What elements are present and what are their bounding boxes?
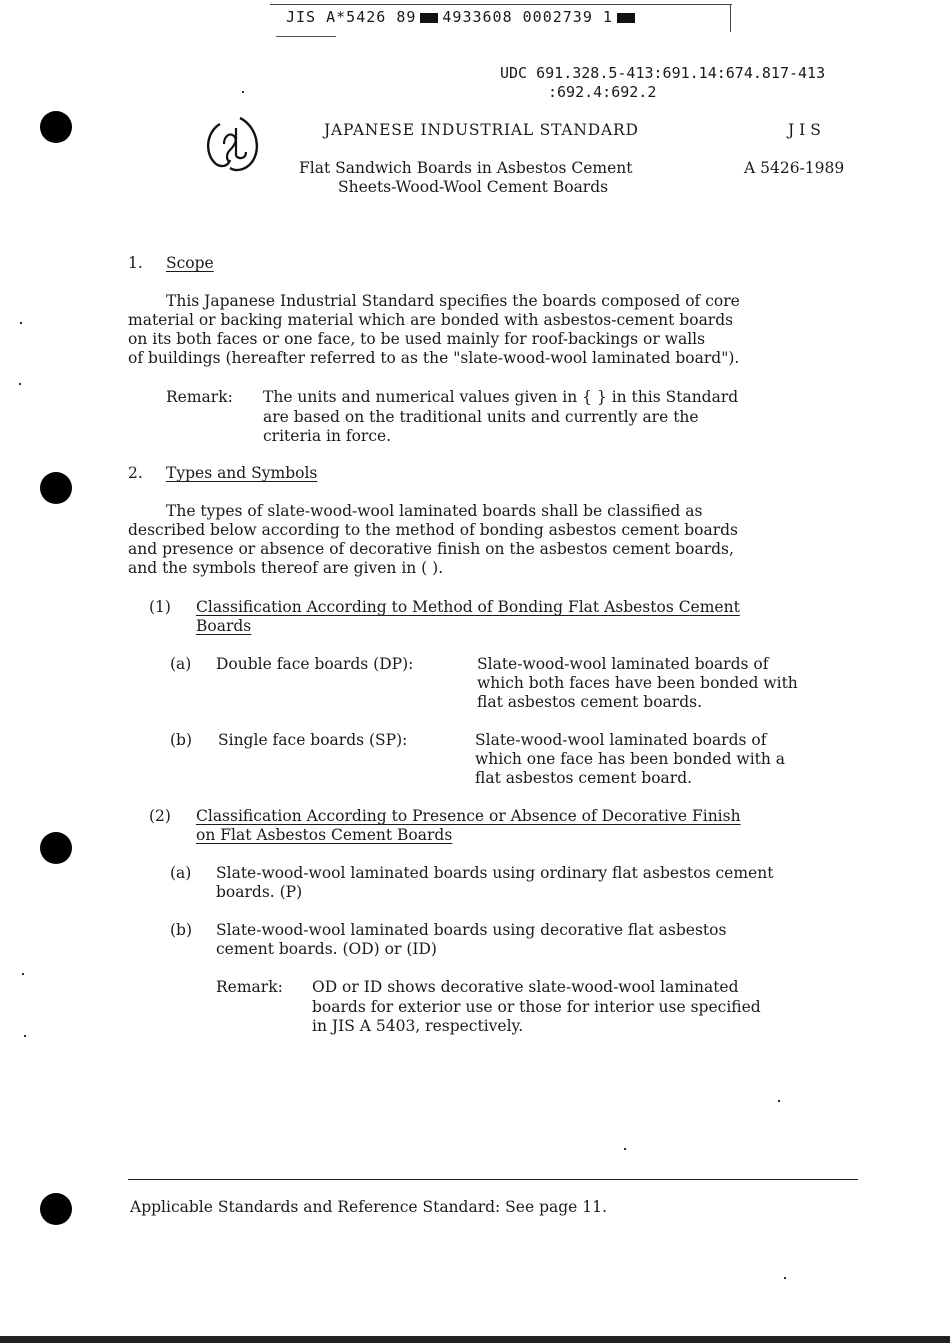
classification-2-remark-line: in JIS A 5403, respectively. (312, 1017, 524, 1035)
item-a-label: (a) (170, 655, 192, 673)
section-2-paragraph-line: described below according to the method of bonding asbestos cement boards (128, 521, 739, 539)
footer-rule (128, 1179, 858, 1180)
section-2-paragraph-line: and the symbols thereof are given in ( ). (128, 559, 444, 577)
scan-speck (242, 91, 244, 93)
classification-2-title: Classification According to Presence or Absence of Decorative Finish (196, 807, 741, 825)
section-2-number: 2. (128, 464, 143, 482)
ordinary-board-line: boards. (P) (216, 883, 303, 901)
decorative-board-line: Slate-wood-wool laminated boards using decorative flat asbestos (216, 921, 727, 939)
scan-speck (24, 1035, 26, 1037)
binder-hole (40, 472, 72, 504)
barcode-block (420, 13, 438, 23)
standard-org: JAPANESE INDUSTRIAL STANDARD (324, 121, 639, 139)
scan-speck (778, 1100, 780, 1102)
decorative-board-line: cement boards. (OD) or (ID) (216, 940, 437, 958)
classification-2-remark-label: Remark: (216, 978, 283, 996)
standard-title-line-1: Flat Sandwich Boards in Asbestos Cement (299, 159, 633, 177)
classification-2-remark-line: OD or ID shows decorative slate-wood-wool laminated (312, 978, 739, 996)
classification-2-number: (2) (149, 807, 171, 825)
scan-speck (22, 973, 24, 975)
section-1-title: Scope (166, 254, 214, 272)
udc-line-2: :692.4:692.2 (548, 83, 657, 101)
classification-2-title-cont: on Flat Asbestos Cement Boards (196, 826, 453, 844)
section-1-number: 1. (128, 254, 143, 272)
section-1-paragraph-line: of buildings (hereafter referred to as the "slate-wood-wool laminated board"). (128, 349, 740, 367)
ordinary-board-line: Slate-wood-wool laminated boards using ordinary flat asbestos cement (216, 864, 774, 882)
binder-hole (40, 1193, 72, 1225)
document-code-mid: 4933608 0002739 1 (442, 8, 613, 26)
double-face-definition-line: which both faces have been bonded with (477, 674, 798, 692)
section-1-remark-line: criteria in force. (263, 427, 392, 445)
section-1-remark-label: Remark: (166, 388, 233, 406)
jis-mark-label: J I S (788, 121, 821, 139)
single-face-term: Single face boards (SP): (218, 731, 408, 749)
udc-line-1: UDC 691.328.5-413:691.14:674.817-413 (500, 64, 826, 82)
section-2-paragraph-line: The types of slate-wood-wool laminated boards shall be classified as (166, 502, 703, 520)
classification-2-remark-line: boards for exterior use or those for interior use specified (312, 998, 761, 1016)
section-1-paragraph-line: material or backing material which are bonded with asbestos-cement boards (128, 311, 734, 329)
item-a-label: (a) (170, 864, 192, 882)
item-b-label: (b) (170, 731, 193, 749)
document-code-strip (286, 8, 639, 28)
top-rule-dash (276, 36, 336, 37)
page-bottom-edge (0, 1336, 950, 1343)
classification-1-title: Classification According to Method of Bonding Flat Asbestos Cement (196, 598, 740, 616)
section-1-paragraph-line: This Japanese Industrial Standard specifies the boards composed of core (166, 292, 740, 310)
scan-speck (784, 1277, 786, 1279)
binder-hole (40, 832, 72, 864)
section-1-remark-line: The units and numerical values given in { } in this Standard (263, 388, 739, 406)
section-2-paragraph-line: and presence or absence of decorative finish on the asbestos cement boards, (128, 540, 734, 558)
top-rule-tick (730, 4, 731, 32)
scan-speck (19, 383, 21, 385)
section-1-remark-line: are based on the traditional units and currently are the (263, 408, 699, 426)
double-face-term: Double face boards (DP): (216, 655, 414, 673)
double-face-definition-line: flat asbestos cement boards. (477, 693, 702, 711)
document-code-left: JIS A*5426 89 (286, 8, 417, 26)
barcode-block (617, 13, 635, 23)
double-face-definition-line: Slate-wood-wool laminated boards of (477, 655, 769, 673)
classification-1-title-cont: Boards (196, 617, 252, 635)
single-face-definition-line: flat asbestos cement board. (475, 769, 693, 787)
binder-hole (40, 111, 72, 143)
scan-speck (624, 1148, 626, 1150)
single-face-definition-line: Slate-wood-wool laminated boards of (475, 731, 767, 749)
jis-logo-icon (200, 110, 268, 178)
section-2-title: Types and Symbols (166, 464, 318, 482)
standard-title-line-2: Sheets-Wood-Wool Cement Boards (338, 178, 609, 196)
section-1-paragraph-line: on its both faces or one face, to be used mainly for roof-backings or walls (128, 330, 706, 348)
scan-speck (20, 322, 22, 324)
single-face-definition-line: which one face has been bonded with a (475, 750, 786, 768)
item-b-label: (b) (170, 921, 193, 939)
top-rule (270, 4, 732, 5)
standard-number: A 5426-1989 (744, 159, 845, 177)
footer-note: Applicable Standards and Reference Standard: See page 11. (130, 1198, 607, 1216)
classification-1-number: (1) (149, 598, 171, 616)
